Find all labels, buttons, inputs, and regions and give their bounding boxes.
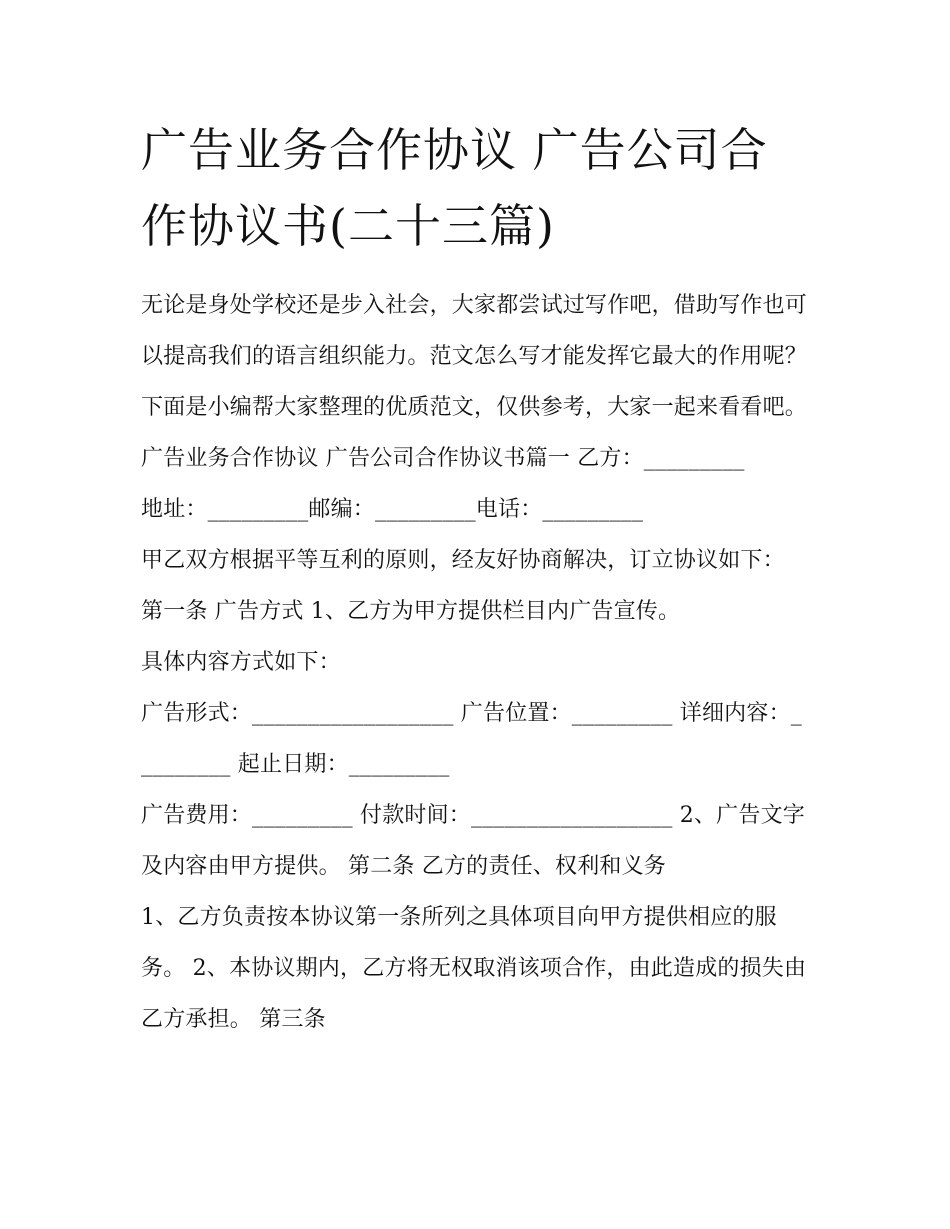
contact-line: 地址：_________邮编：_________电话：_________ bbox=[141, 497, 644, 522]
ad-fee-paragraph: 广告费用：_________ 付款时间：__________________ 2、广告文字及内容由甲方提供。 第二条 乙方的责任、权利和义务 bbox=[141, 803, 805, 879]
document-title: 广告业务合作协议 广告公司合作协议书(二十三篇) bbox=[141, 123, 768, 253]
agreement-paragraph: 甲乙双方根据平等互利的原则，经友好协商解决，订立协议如下： 第一条 广告方式 1、乙方为甲方提供栏目内广告宣传。 bbox=[141, 548, 793, 624]
document-body bbox=[141, 280, 813, 1045]
content-method-line: 具体内容方式如下： bbox=[141, 650, 341, 675]
document-page bbox=[141, 112, 813, 1045]
party-b-line: 广告业务合作协议 广告公司合作协议书篇一 乙方：_________ bbox=[141, 446, 745, 471]
responsibility-paragraph: 1、乙方负责按本协议第一条所列之具体项目向甲方提供相应的服务。 2、本协议期内，乙方将无权取消该项合作，由此造成的损失由乙方承担。 第三条 bbox=[141, 905, 807, 1032]
ad-form-paragraph: 广告形式：__________________ 广告位置：_________ 详细内容：_________ 起止日期：_________ bbox=[141, 701, 802, 777]
intro-paragraph: 无论是身处学校还是步入社会，大家都尝试过写作吧，借助写作也可以提高我们的语言组织能力。范文怎么写才能发挥它最大的作用呢？下面是小编帮大家整理的优质范文，仅供参考，大家一起来看看吧。 bbox=[141, 293, 808, 420]
